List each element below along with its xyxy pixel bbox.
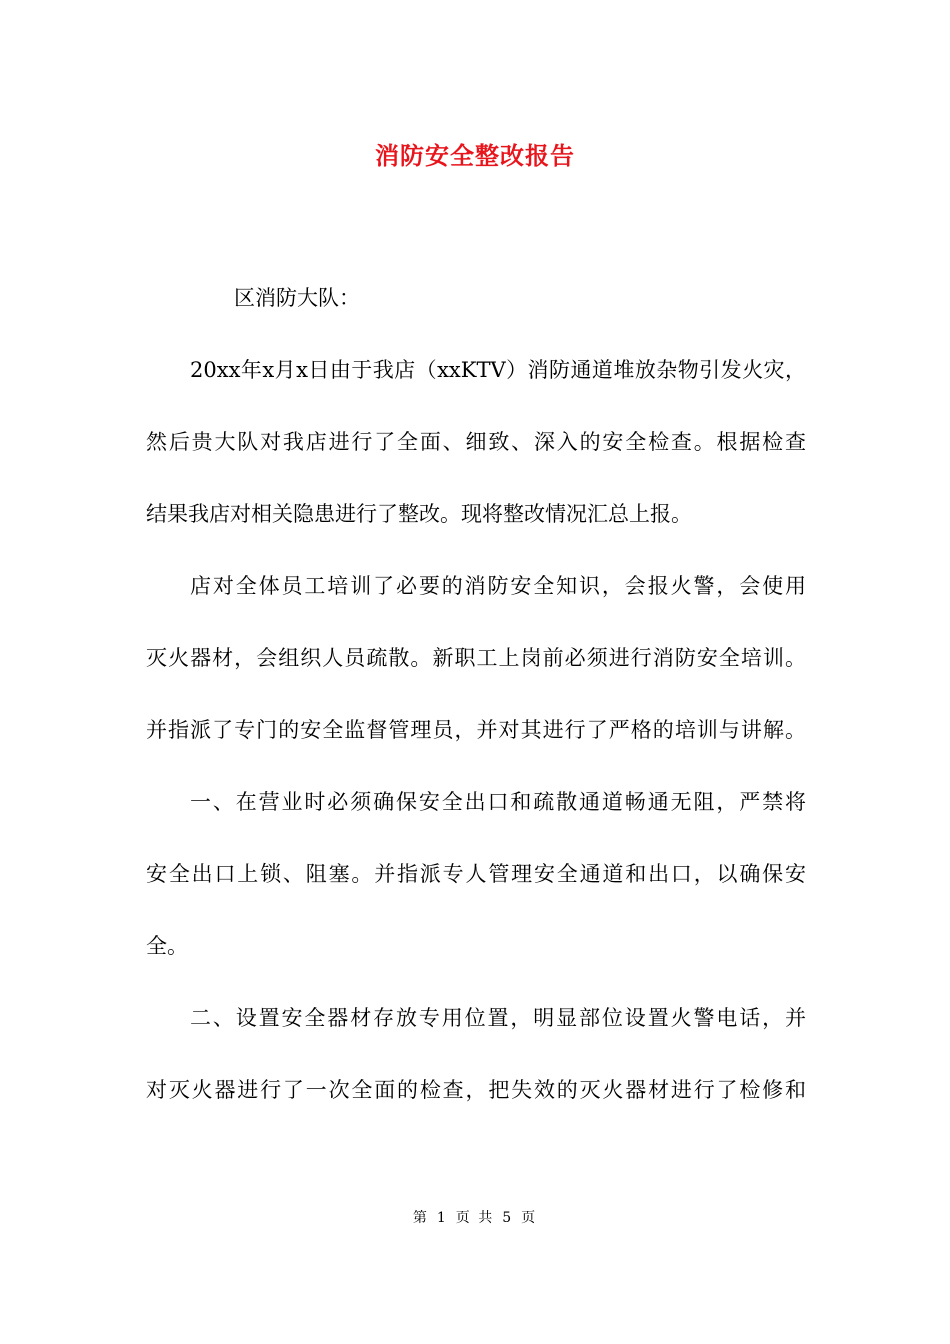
paragraph-line: 20xx年x月x日由于我店（xxKTV）消防通道堆放杂物引发火灾， bbox=[190, 358, 806, 382]
paragraph-line: 并指派了专门的安全监督管理员，并对其进行了严格的培训与讲解。 bbox=[146, 718, 806, 742]
paragraph-line: 店对全体员工培训了必要的消防安全知识，会报火警，会使用 bbox=[190, 574, 806, 598]
paragraph-line: 灭火器材，会组织人员疏散。新职工上岗前必须进行消防安全培训。 bbox=[146, 646, 806, 670]
paragraph-line: 二、设置安全器材存放专用位置，明显部位设置火警电话，并 bbox=[190, 1006, 806, 1030]
paragraph-line: 全。 bbox=[146, 934, 188, 958]
paragraph-line: 对灭火器进行了一次全面的检查，把失效的灭火器材进行了检修和 bbox=[146, 1078, 806, 1102]
salutation: 区消防大队： bbox=[234, 286, 360, 310]
footer-middle: 页 共 bbox=[455, 1210, 495, 1226]
footer-total-pages: 5 bbox=[502, 1210, 514, 1226]
paragraph-line: 结果我店对相关隐患进行了整改。现将整改情况汇总上报。 bbox=[146, 502, 692, 526]
page-footer bbox=[0, 1207, 950, 1227]
footer-prefix: 第 bbox=[412, 1210, 429, 1226]
footer-page-number: 1 bbox=[436, 1210, 448, 1226]
paragraph-line: 安全出口上锁、阻塞。并指派专人管理安全通道和出口，以确保安 bbox=[146, 862, 806, 886]
paragraph-line: 然后贵大队对我店进行了全面、细致、深入的安全检查。根据检查 bbox=[146, 430, 806, 454]
document-title: 消防安全整改报告 bbox=[375, 141, 575, 170]
footer-suffix: 页 bbox=[521, 1210, 538, 1226]
paragraph-line: 一、在营业时必须确保安全出口和疏散通道畅通无阻，严禁将 bbox=[190, 790, 806, 814]
